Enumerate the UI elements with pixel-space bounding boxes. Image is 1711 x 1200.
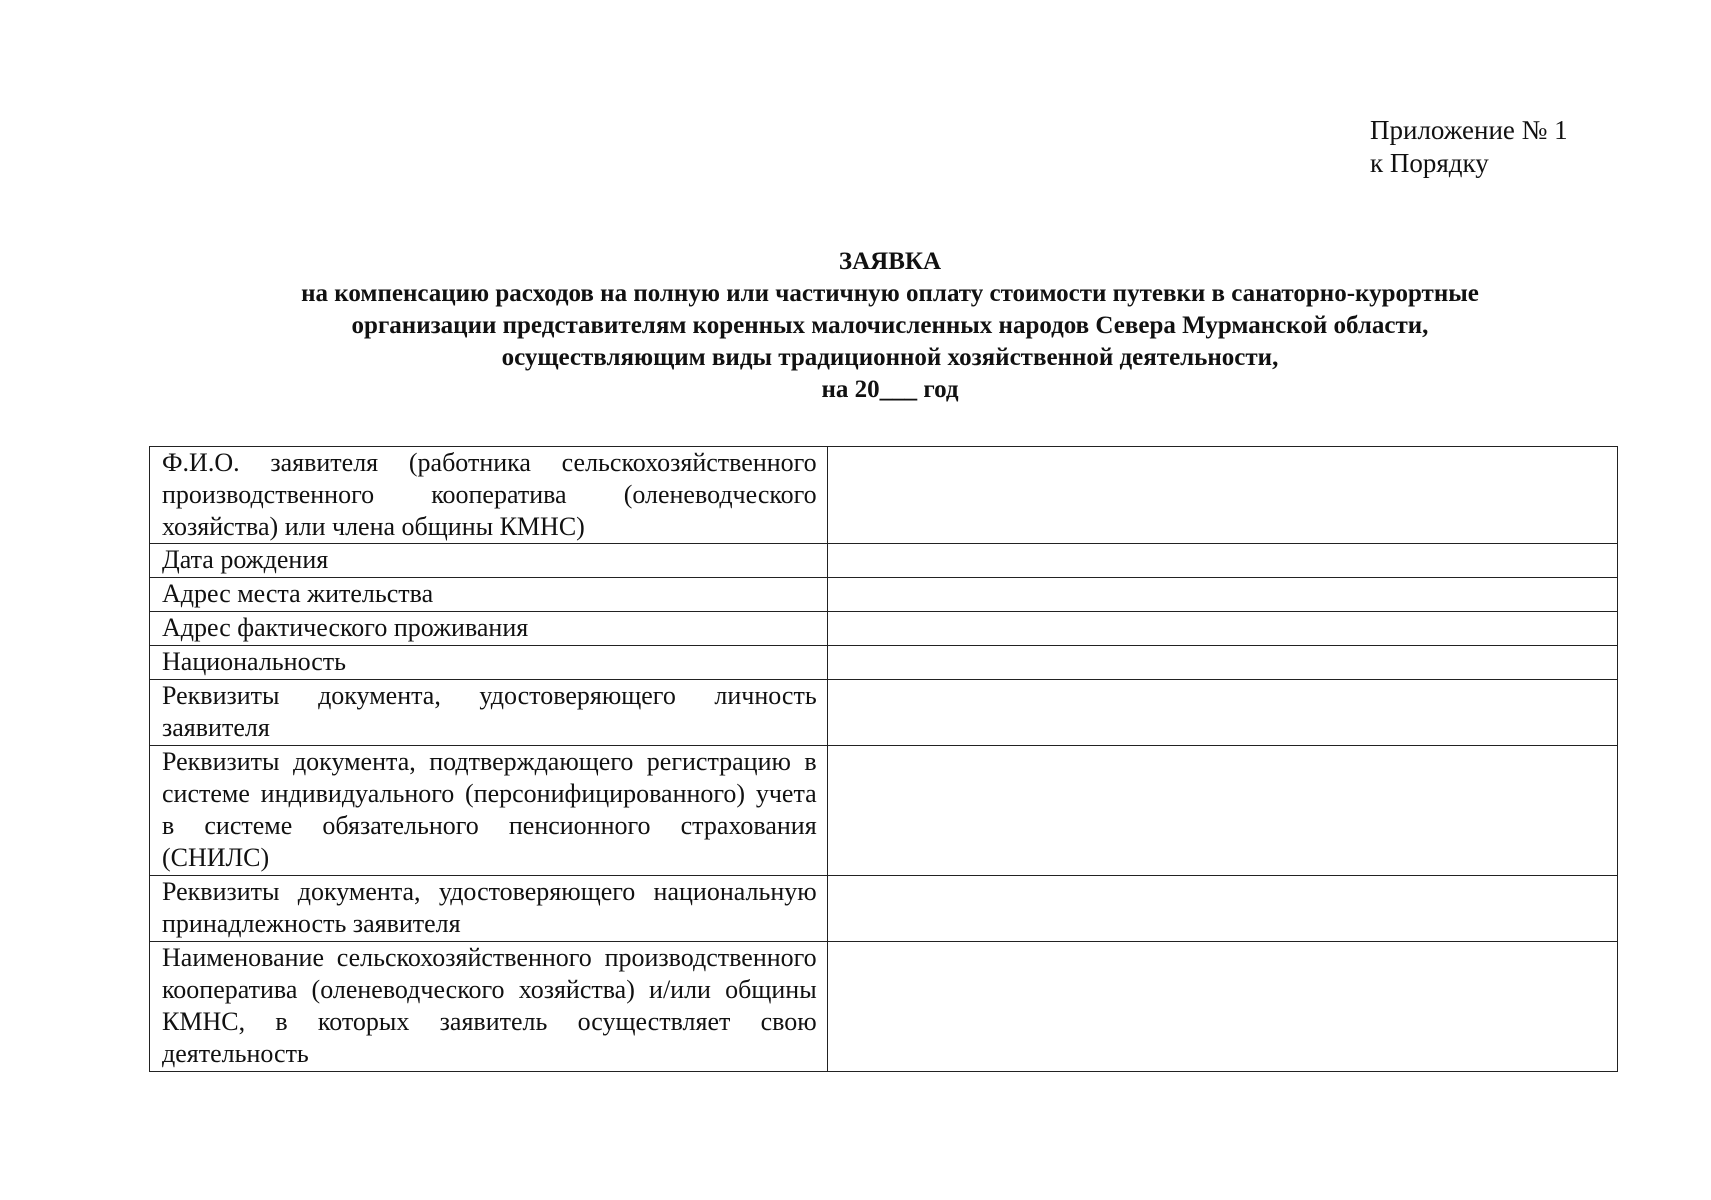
appendix-note [1370,114,1568,180]
table-row [150,680,1618,746]
field-value-nationality-document[interactable] [827,876,1617,942]
document-title: ЗАЯВКА [838,248,942,275]
table-row [150,578,1618,612]
field-label-cooperative-name: Наименование сельскохозяйственного производственного кооператива (оленеводческого хозяйства) и/или общины КМНС, в которых заявитель осуществляет свою деятельность [150,942,828,1072]
heading-year-line: на 20___ год [821,376,959,403]
table-row [150,876,1618,942]
field-label-identity-document: Реквизиты документа, удостоверяющего личность заявителя [150,680,828,746]
field-value-full-name[interactable] [827,447,1617,544]
table-row [150,544,1618,578]
field-value-birth-date[interactable] [827,544,1617,578]
field-value-identity-document[interactable] [827,680,1617,746]
field-value-nationality[interactable] [827,646,1617,680]
field-label-residence-address: Адрес места жительства [150,578,828,612]
appendix-reference: к Порядку [1370,148,1489,178]
application-form-table [149,446,1618,1072]
field-label-nationality: Национальность [150,646,828,680]
field-label-birth-date: Дата рождения [150,544,828,578]
field-value-actual-address[interactable] [827,612,1617,646]
field-value-residence-address[interactable] [827,578,1617,612]
field-label-actual-address: Адрес фактического проживания [150,612,828,646]
heading-line-2: организации представителям коренных малочисленных народов Севера Мурманской области, [351,312,1429,339]
appendix-number: Приложение № 1 [1370,115,1568,145]
field-label-snils: Реквизиты документа, подтверждающего регистрацию в системе индивидуального (персонифицированного) учета в системе обязательного пенсионного страхования (СНИЛС) [150,746,828,876]
table-row [150,646,1618,680]
field-label-full-name: Ф.И.О. заявителя (работника сельскохозяйственного производственного кооператива (оленеводческого хозяйства) или члена общины КМНС) [150,447,828,544]
field-value-snils[interactable] [827,746,1617,876]
table-row [150,746,1618,876]
table-row [150,942,1618,1072]
form-heading [180,246,1600,406]
table-row [150,612,1618,646]
heading-line-3: осуществляющим виды традиционной хозяйственной деятельности, [501,344,1279,371]
field-value-cooperative-name[interactable] [827,942,1617,1072]
field-label-nationality-document: Реквизиты документа, удостоверяющего национальную принадлежность заявителя [150,876,828,942]
heading-line-1: на компенсацию расходов на полную или частичную оплату стоимости путевки в санаторно-курортные [301,280,1479,307]
table-row [150,447,1618,544]
